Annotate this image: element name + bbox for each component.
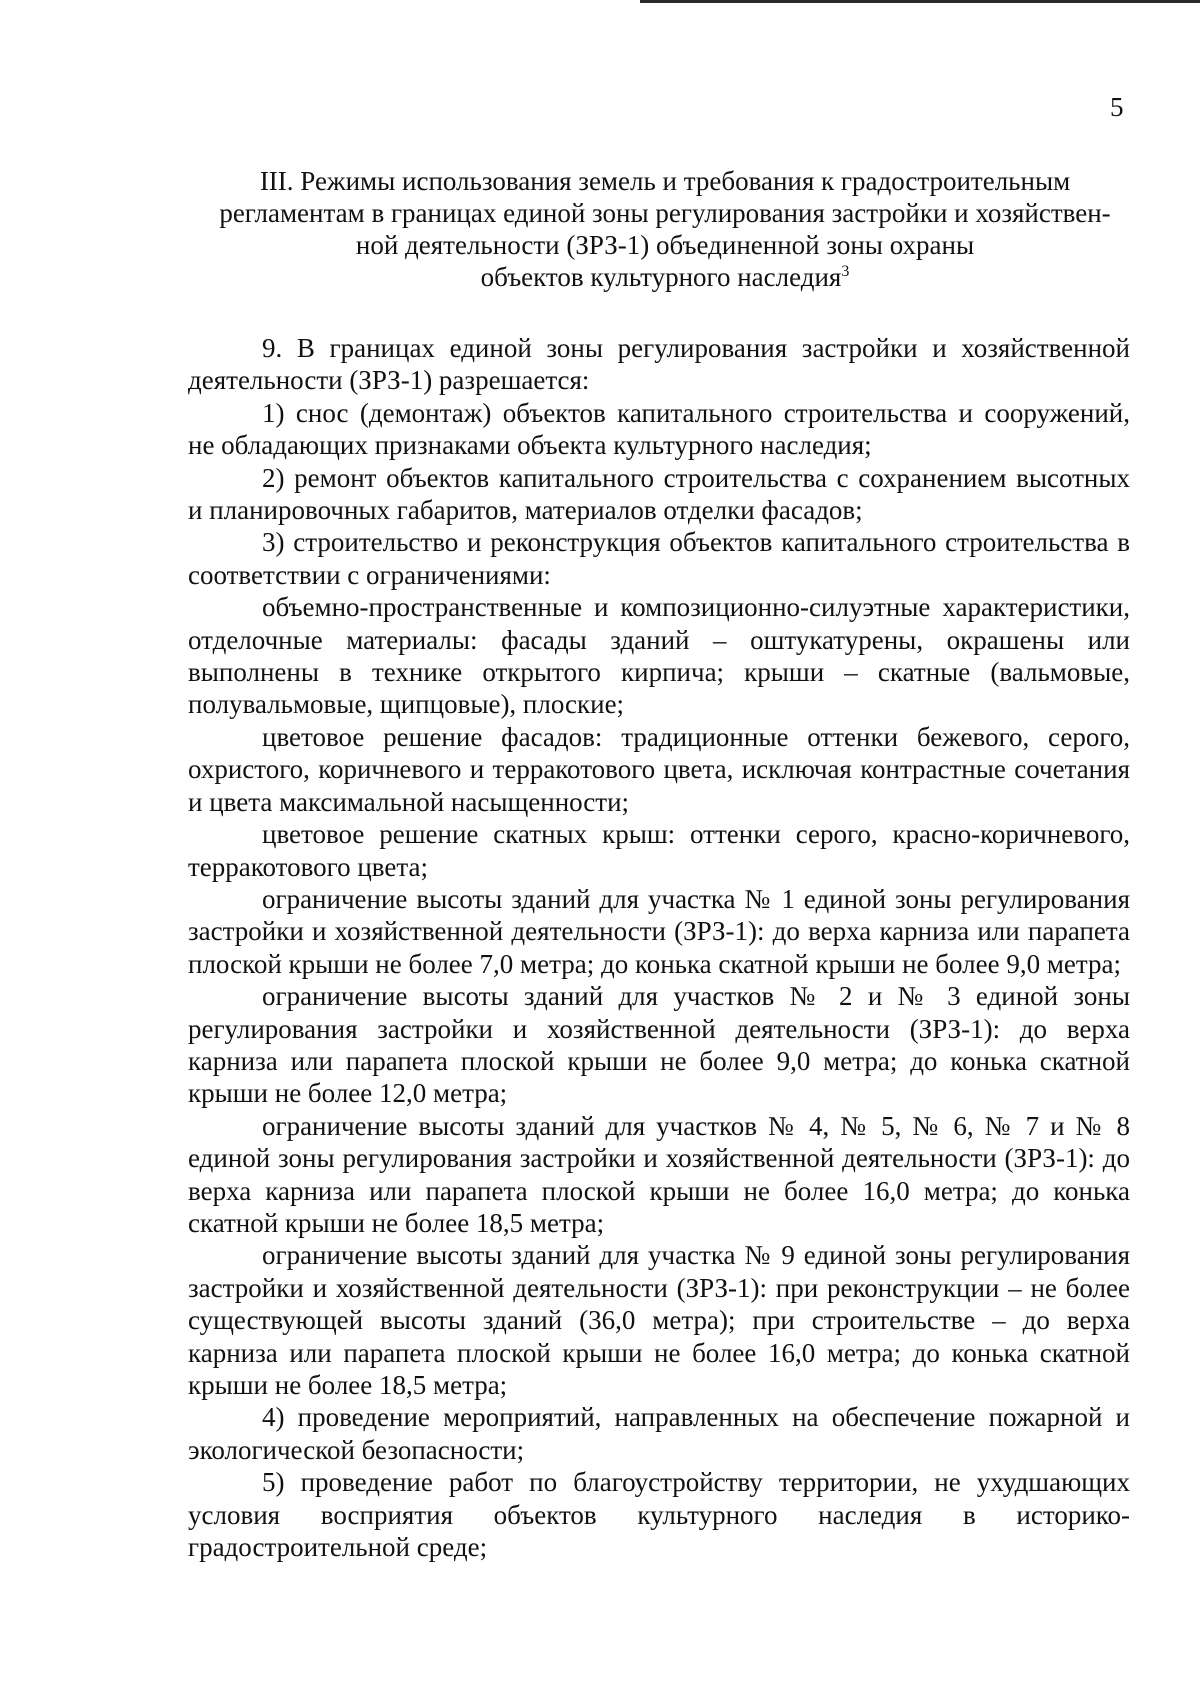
paragraph-item-3: 3) строительство и реконструкция объектов капитального строительства в соответствии с ограничениями: (188, 527, 1130, 590)
footnote-mark: 3 (841, 263, 850, 280)
paragraph-height-plot-1: ограничение высоты зданий для участка № 1 единой зоны регулирования застройки и хозяйственной деятельности (ЗРЗ-1): до верха карниза или парапета плоской крыши не более 7,0 метра; до конька скатной крыши не более 9,0 метра; (188, 883, 1130, 979)
paragraph-height-plots-2-3: ограничение высоты зданий для участков № 2 и № 3 единой зоны регулирования застройки и хозяйственной деятельности (ЗРЗ-1): до верха карниза или парапета плоской крыши не более 9,0 метра; до конька скатной крыши не более 12,0 метра; (188, 981, 1130, 1109)
heading-line-text: объектов культурного наследия (480, 262, 842, 292)
section-heading (190, 165, 1140, 293)
paragraph-height-plots-4-8: ограничение высоты зданий для участков № 4, № 5, № 6, № 7 и № 8 единой зоны регулирования застройки и хозяйственной деятельности (ЗРЗ-1): до верха карниза или парапета плоской крыши не более 16,0 метра; до конька скатной крыши не более 18,5 метра; (188, 1110, 1130, 1238)
scan-edge-line (640, 0, 1200, 3)
paragraph-clause-9: 9. В границах единой зоны регулирования застройки и хозяйственной деятельности (ЗРЗ-1) разрешается: (188, 333, 1130, 396)
heading-line: III. Режимы использования земель и требования к градостроительным (259, 166, 1071, 196)
paragraph-item-5: 5) проведение работ по благоустройству территории, не ухудшающих условия восприятия объектов культурного наследия в историко-градостроительной среде; (188, 1467, 1130, 1563)
heading-line-last (190, 261, 1140, 293)
paragraph-height-plot-9: ограничение высоты зданий для участка № 9 единой зоны регулирования застройки и хозяйственной деятельности (ЗРЗ-1): при реконструкции – не более существующей высоты зданий (36,0 метра); при строительстве – до верха карниза или парапета плоской крыши не более 16,0 метра; до конька скатной крыши не более 18,5 метра; (188, 1240, 1130, 1400)
document-body (188, 332, 1130, 1563)
paragraph-volume-spatial: объемно-пространственные и композиционно-силуэтные характеристики, отделочные материалы: фасады зданий – оштукатурены, окрашены или выполнены в технике открытого кирпича; крыши – скатные (вальмовые, полувальмовые, щипцовые), плоские; (188, 592, 1130, 720)
heading-line: регламентам в границах единой зоны регулирования застройки и хозяйствен- (219, 198, 1111, 228)
paragraph-roof-color: цветовое решение скатных крыш: оттенки серого, красно-коричневого, терракотового цвета; (188, 819, 1130, 882)
paragraph-item-1: 1) снос (демонтаж) объектов капитального строительства и сооружений, не обладающих признаками объекта культурного наследия; (188, 397, 1130, 461)
page-number: 5 (1110, 92, 1124, 122)
paragraph-item-4: 4) проведение мероприятий, направленных на обеспечение пожарной и экологической безопасности; (188, 1402, 1130, 1465)
paragraph-item-2: 2) ремонт объектов капитального строительства с сохранением высотных и планировочных габаритов, материалов отделки фасадов; (188, 462, 1130, 526)
heading-line: ной деятельности (ЗРЗ-1) объединенной зоны охраны (355, 230, 975, 260)
paragraph-facade-color: цветовое решение фасадов: традиционные оттенки бежевого, серого, охристого, коричневого и терракотового цвета, исключая контрастные сочетания и цвета максимальной насыщенности; (188, 721, 1130, 817)
